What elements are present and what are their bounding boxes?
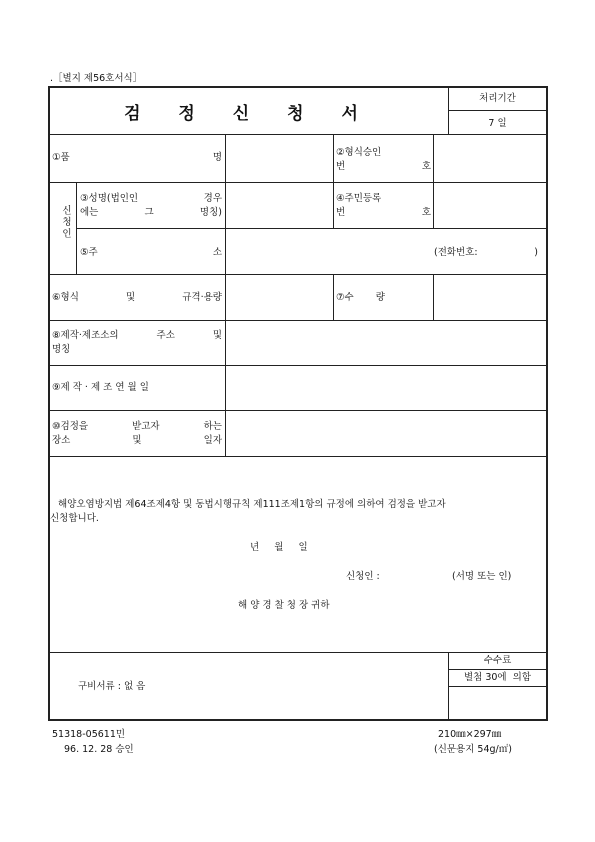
type-approval-field[interactable] [434, 135, 546, 181]
processing-period-label: 처리기간 [479, 93, 516, 104]
declaration-text-line1: 해양오염방지법 제64조제4항 및 동법시행규칙 제111조제1항의 규정에 의하여 검정을 받고자 [58, 499, 446, 510]
applicant-name-label: ③성명(법인인 경우 에는 그 명칭) [80, 193, 222, 218]
declaration-text-line2: 신청합니다. [50, 513, 99, 524]
inspection-place-field[interactable] [226, 411, 546, 455]
phone-label: (전화번호: ) [434, 247, 538, 258]
recipient: 해 양 경 찰 청 장 귀하 [238, 600, 330, 611]
applicant-name-field[interactable] [226, 183, 333, 227]
resident-number-label: ④주민등록 번 호 [336, 193, 431, 218]
form-tag: .［별지 제56호서식］ [50, 73, 143, 84]
resident-number-field[interactable] [434, 183, 546, 227]
address-field[interactable] [226, 229, 430, 273]
applicant-group-label: 신청인 [60, 205, 71, 240]
inspection-place-label: ⑩검정을 받고자 하는 장소 및 일자 [52, 421, 222, 446]
product-name-label: ①품 명 [52, 152, 222, 163]
quantity-field[interactable] [434, 275, 546, 319]
address-label: ⑤주 소 [80, 247, 222, 258]
manufacture-date-field[interactable] [226, 366, 546, 410]
type-spec-field[interactable] [226, 275, 333, 319]
paper-size: 210㎜×297㎜ [438, 729, 502, 740]
fee-label: 수수료 [483, 655, 512, 666]
processing-period-value: 7 일 [488, 118, 507, 129]
fee-value: 별첨 30에 의함 [463, 672, 532, 683]
form-title: 검 정 신 청 서 [124, 103, 374, 124]
manufacturer-field[interactable] [226, 321, 546, 365]
frame-bottom [48, 719, 548, 721]
application-date: 년 월 일 [250, 542, 308, 553]
type-approval-label: ②형식승인 번 호 [336, 147, 431, 172]
product-name-field[interactable] [226, 135, 333, 181]
type-spec-label: ⑥형식 및 규격·용량 [52, 292, 222, 303]
quantity-label: ⑦수 량 [336, 292, 385, 303]
approval-date: 96. 12. 28 승인 [64, 744, 134, 755]
paper-type: (신문용지 54g/㎡) [434, 744, 512, 755]
manufacture-date-label: ⑨제 작 · 제 조 연 월 일 [52, 382, 149, 393]
applicant-signature-label: 신청인 : [346, 571, 380, 582]
attachments-label: 구비서류 : 없 음 [78, 681, 146, 692]
signature-note: (서명 또는 인) [452, 571, 512, 582]
form-code: 51318-05611민 [52, 729, 126, 740]
manufacturer-label: ⑧제작·제조소의 주소 및 명칭 [52, 330, 222, 355]
